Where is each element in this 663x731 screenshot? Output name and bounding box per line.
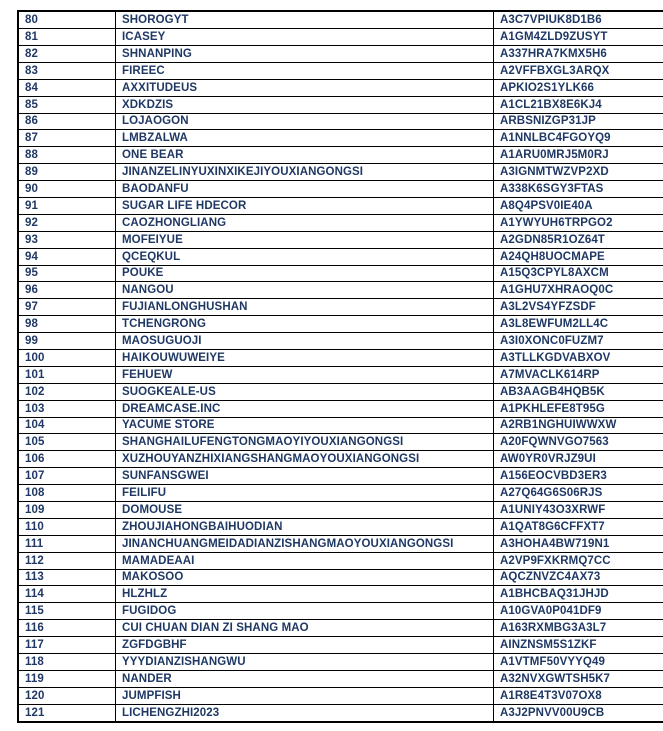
seller-name-cell: XUZHOUYANZHIXIANGSHANGMAOYOUXIANGONGSI (116, 451, 494, 468)
seller-name-cell: JUMPFISH (116, 687, 494, 704)
seller-id-cell: A8Q4PSV0IE40A (494, 197, 663, 214)
table-row (18, 704, 663, 722)
table-row (18, 637, 663, 654)
seller-id-cell: A1VTMF50VYYQ49 (494, 654, 663, 671)
seller-name-cell: DOMOUSE (116, 501, 494, 518)
seller-id-cell: A15Q3CPYL8AXCM (494, 265, 663, 282)
seller-id-cell: A1BHCBAQ31JHJD (494, 586, 663, 603)
seller-name-cell: ONE BEAR (116, 147, 494, 164)
seller-name-cell: BAODANFU (116, 181, 494, 198)
table-row (18, 349, 663, 366)
seller-id-cell: A2GDN85R1OZ64T (494, 231, 663, 248)
row-index-cell: 91 (18, 197, 116, 214)
table-row (18, 29, 663, 46)
seller-id-cell: AQCZNVZC4AX73 (494, 569, 663, 586)
table-row (18, 164, 663, 181)
row-index-cell: 96 (18, 282, 116, 299)
seller-id-cell: A3L2VS4YFZSDF (494, 299, 663, 316)
seller-name-cell: SUGAR LIFE HDECOR (116, 197, 494, 214)
table-row (18, 11, 663, 29)
seller-id-cell: A1CL21BX8E6KJ4 (494, 96, 663, 113)
seller-id-cell: A3C7VPIUK8D1B6 (494, 11, 663, 29)
seller-name-cell: XDKDZIS (116, 96, 494, 113)
table-row (18, 181, 663, 198)
seller-id-cell: A3HOHA4BW719N1 (494, 535, 663, 552)
seller-id-cell: APKIO2S1YLK66 (494, 79, 663, 96)
table-row (18, 316, 663, 333)
seller-id-cell: A3J2PNVV00U9CB (494, 704, 663, 722)
seller-table (17, 10, 663, 723)
seller-name-cell: HLZHLZ (116, 586, 494, 603)
seller-name-cell: DREAMCASE.INC (116, 400, 494, 417)
table-row (18, 400, 663, 417)
row-index-cell: 118 (18, 654, 116, 671)
table-row (18, 485, 663, 502)
table-row (18, 214, 663, 231)
seller-id-cell: A2VFFBXGL3ARQX (494, 62, 663, 79)
seller-name-cell: SUNFANSGWEI (116, 468, 494, 485)
row-index-cell: 105 (18, 434, 116, 451)
seller-id-cell: A163RXMBG3A3L7 (494, 620, 663, 637)
seller-id-cell: A3L8EWFUM2LL4C (494, 316, 663, 333)
seller-name-cell: NANDER (116, 670, 494, 687)
row-index-cell: 81 (18, 29, 116, 46)
seller-id-cell: A3IGNMTWZVP2XD (494, 164, 663, 181)
row-index-cell: 117 (18, 637, 116, 654)
table-row (18, 468, 663, 485)
seller-id-cell: A2VP9FXKRMQ7CC (494, 552, 663, 569)
row-index-cell: 114 (18, 586, 116, 603)
seller-id-cell: AW0YR0VRJZ9UI (494, 451, 663, 468)
table-row (18, 434, 663, 451)
row-index-cell: 103 (18, 400, 116, 417)
seller-id-cell: A2RB1NGHUIWWXW (494, 417, 663, 434)
row-index-cell: 115 (18, 603, 116, 620)
row-index-cell: 100 (18, 349, 116, 366)
row-index-cell: 101 (18, 366, 116, 383)
row-index-cell: 121 (18, 704, 116, 722)
seller-id-cell: A1QAT8G6CFFXT7 (494, 518, 663, 535)
row-index-cell: 106 (18, 451, 116, 468)
seller-name-cell: SHANGHAILUFENGTONGMAOYIYOUXIANGONGSI (116, 434, 494, 451)
seller-name-cell: JINANCHUANGMEIDADIANZISHANGMAOYOUXIANGONGSI (116, 535, 494, 552)
table-row (18, 603, 663, 620)
table-row (18, 333, 663, 350)
row-index-cell: 111 (18, 535, 116, 552)
seller-name-cell: LMBZALWA (116, 130, 494, 147)
seller-id-cell: A10GVA0P041DF9 (494, 603, 663, 620)
seller-id-cell: A1NNLBC4FGOYQ9 (494, 130, 663, 147)
row-index-cell: 84 (18, 79, 116, 96)
table-row (18, 113, 663, 130)
table-row (18, 552, 663, 569)
row-index-cell: 113 (18, 569, 116, 586)
row-index-cell: 119 (18, 670, 116, 687)
table-row (18, 79, 663, 96)
seller-id-cell: A24QH8UOCMAPE (494, 248, 663, 265)
row-index-cell: 95 (18, 265, 116, 282)
seller-name-cell: SHNANPING (116, 45, 494, 62)
seller-id-cell: A1GM4ZLD9ZUSYT (494, 29, 663, 46)
table-row (18, 45, 663, 62)
seller-name-cell: MOFEIYUE (116, 231, 494, 248)
row-index-cell: 104 (18, 417, 116, 434)
seller-name-cell: CAOZHONGLIANG (116, 214, 494, 231)
seller-id-cell: A156EOCVBD3ER3 (494, 468, 663, 485)
table-row (18, 96, 663, 113)
seller-id-cell: A20FQWNVGO7563 (494, 434, 663, 451)
table-row (18, 670, 663, 687)
row-index-cell: 112 (18, 552, 116, 569)
seller-name-cell: CUI CHUAN DIAN ZI SHANG MAO (116, 620, 494, 637)
seller-name-cell: JINANZELINYUXINXIKEJIYOUXIANGONGSI (116, 164, 494, 181)
seller-id-cell: A3I0XONC0FUZM7 (494, 333, 663, 350)
table-row (18, 501, 663, 518)
table-row (18, 451, 663, 468)
table-row (18, 248, 663, 265)
row-index-cell: 94 (18, 248, 116, 265)
seller-id-cell: A1R8E4T3V07OX8 (494, 687, 663, 704)
seller-name-cell: MAOSUGUOJI (116, 333, 494, 350)
row-index-cell: 92 (18, 214, 116, 231)
table-row (18, 231, 663, 248)
seller-id-cell: A1YWYUH6TRPGO2 (494, 214, 663, 231)
seller-id-cell: AINZNSM5S1ZKF (494, 637, 663, 654)
seller-name-cell: FEHUEW (116, 366, 494, 383)
seller-name-cell: AXXITUDEUS (116, 79, 494, 96)
seller-name-cell: FUGIDOG (116, 603, 494, 620)
seller-name-cell: SUOGKEALE-US (116, 383, 494, 400)
table-row (18, 518, 663, 535)
table-row (18, 197, 663, 214)
row-index-cell: 97 (18, 299, 116, 316)
row-index-cell: 86 (18, 113, 116, 130)
table-row (18, 62, 663, 79)
seller-id-cell: A1ARU0MRJ5M0RJ (494, 147, 663, 164)
seller-id-cell: ARBSNIZGP31JP (494, 113, 663, 130)
seller-id-cell: A1GHU7XHRAOQ0C (494, 282, 663, 299)
row-index-cell: 82 (18, 45, 116, 62)
seller-id-cell: A1UNIY43O3XRWF (494, 501, 663, 518)
table-row (18, 620, 663, 637)
row-index-cell: 110 (18, 518, 116, 535)
seller-id-cell: A1PKHLEFE8T95G (494, 400, 663, 417)
seller-name-cell: LOJAOGON (116, 113, 494, 130)
row-index-cell: 99 (18, 333, 116, 350)
row-index-cell: 109 (18, 501, 116, 518)
seller-name-cell: MAMADEAAI (116, 552, 494, 569)
seller-name-cell: NANGOU (116, 282, 494, 299)
table-row (18, 265, 663, 282)
seller-name-cell: FIREEC (116, 62, 494, 79)
seller-name-cell: TCHENGRONG (116, 316, 494, 333)
seller-id-cell: A32NVXGWTSH5K7 (494, 670, 663, 687)
seller-name-cell: MAKOSOO (116, 569, 494, 586)
row-index-cell: 85 (18, 96, 116, 113)
row-index-cell: 102 (18, 383, 116, 400)
seller-name-cell: ICASEY (116, 29, 494, 46)
seller-name-cell: POUKE (116, 265, 494, 282)
row-index-cell: 90 (18, 181, 116, 198)
row-index-cell: 88 (18, 147, 116, 164)
row-index-cell: 83 (18, 62, 116, 79)
row-index-cell: 80 (18, 11, 116, 29)
seller-name-cell: SHOROGYT (116, 11, 494, 29)
seller-id-cell: A3TLLKGDVABXOV (494, 349, 663, 366)
seller-name-cell: ZHOUJIAHONGBAIHUODIAN (116, 518, 494, 535)
seller-id-cell: A7MVACLK614RP (494, 366, 663, 383)
row-index-cell: 93 (18, 231, 116, 248)
row-index-cell: 108 (18, 485, 116, 502)
seller-name-cell: YYYDIANZISHANGWU (116, 654, 494, 671)
seller-name-cell: HAIKOUWUWEIYE (116, 349, 494, 366)
table-row (18, 687, 663, 704)
table-row (18, 130, 663, 147)
table-row (18, 654, 663, 671)
table-row (18, 586, 663, 603)
table-row (18, 535, 663, 552)
seller-name-cell: QCEQKUL (116, 248, 494, 265)
seller-name-cell: ZGFDGBHF (116, 637, 494, 654)
table-row (18, 282, 663, 299)
seller-name-cell: YACUME STORE (116, 417, 494, 434)
table-row (18, 147, 663, 164)
row-index-cell: 89 (18, 164, 116, 181)
row-index-cell: 98 (18, 316, 116, 333)
seller-id-cell: AB3AAGB4HQB5K (494, 383, 663, 400)
table-row (18, 569, 663, 586)
seller-id-cell: A338K6SGY3FTAS (494, 181, 663, 198)
table-row (18, 383, 663, 400)
table-row (18, 417, 663, 434)
table-row (18, 366, 663, 383)
seller-id-cell: A337HRA7KMX5H6 (494, 45, 663, 62)
seller-table-body (18, 11, 663, 722)
row-index-cell: 107 (18, 468, 116, 485)
seller-name-cell: FEILIFU (116, 485, 494, 502)
row-index-cell: 87 (18, 130, 116, 147)
seller-name-cell: FUJIANLONGHUSHAN (116, 299, 494, 316)
row-index-cell: 120 (18, 687, 116, 704)
seller-id-cell: A27Q64G6S06RJS (494, 485, 663, 502)
table-row (18, 299, 663, 316)
row-index-cell: 116 (18, 620, 116, 637)
seller-name-cell: LICHENGZHI2023 (116, 704, 494, 722)
